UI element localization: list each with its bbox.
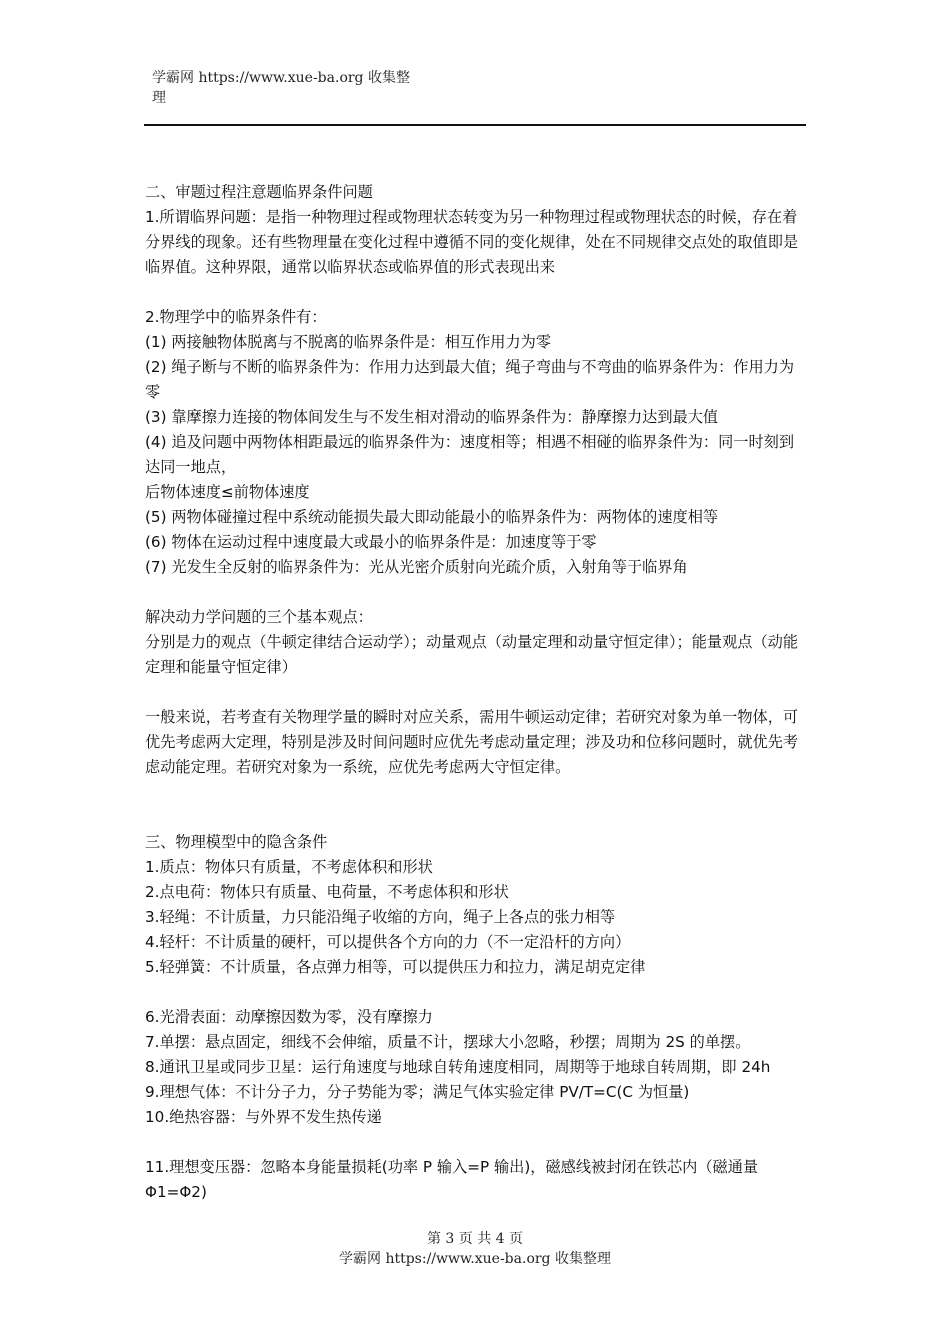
model-item: 8.通讯卫星或同步卫星：运行角速度与地球自转角速度相同，周期等于地球自转周期，即 24h [145, 1058, 771, 1076]
section2-paragraph-1: 1.所谓临界问题：是指一种物理过程或物理状态转变为另一种物理过程或物理状态的时候，存在着分界线的现象。还有些物理量在变化过程中遵循不同的变化规律，处在不同规律交点处的取值即是临界值。这种界限，通常以临界状态或临界值的形式表现出来 [145, 208, 799, 276]
section3-title: 三、物理模型中的隐含条件 [145, 833, 328, 851]
critical-condition-item: (2) 绳子断与不断的临界条件为：作用力达到最大值；绳子弯曲与不弯曲的临界条件为：作用力为零 [145, 358, 795, 401]
critical-condition-item: (5) 两物体碰撞过程中系统动能损失最大即动能最小的临界条件为：两物体的速度相等 [145, 508, 719, 526]
critical-condition-item: (6) 物体在运动过程中速度最大或最小的临界条件是：加速度等于零 [145, 533, 597, 551]
footer-source: 学霸网 https://www.xue-ba.org 收集整理 [339, 1251, 611, 1267]
model-item: 6.光滑表面：动摩擦因数为零，没有摩擦力 [145, 1008, 433, 1026]
page-number: 第 3 页 共 4 页 [426, 1231, 524, 1247]
model-item: 11.理想变压器：忽略本身能量损耗(功率 P 输入=P 输出)，磁感线被封闭在铁芯内（磁通量 Φ1=Φ2) [145, 1158, 759, 1201]
model-item: 7.单摆：悬点固定，细线不会伸缩，质量不计，摆球大小忽略，秒摆；周期为 2S 的单摆。 [145, 1033, 751, 1051]
dynamics-text: 分别是力的观点（牛顿定律结合运动学）；动量观点（动量定理和动量守恒定律）；能量观点（动能定理和能量守恒定律） [145, 633, 799, 676]
model-item: 9.理想气体：不计分子力，分子势能为零；满足气体实验定律 PV/T=C(C 为恒量) [145, 1083, 690, 1101]
page-header: 学霸网 https://www.xue-ba.org 收集整理 [152, 70, 410, 106]
model-item: 3.轻绳：不计质量，力只能沿绳子收缩的方向，绳子上各点的张力相等 [145, 908, 616, 926]
model-item: 1.质点：物体只有质量，不考虑体积和形状 [145, 858, 433, 876]
critical-condition-item: (7) 光发生全反射的临界条件为：光从光密介质射向光疏介质，入射角等于临界角 [145, 558, 688, 576]
critical-condition-item: 后物体速度≤前物体速度 [145, 483, 310, 501]
section2-title: 二、审题过程注意题临界条件问题 [145, 183, 373, 201]
model-item: 5.轻弹簧：不计质量，各点弹力相等，可以提供压力和拉力，满足胡克定律 [145, 958, 646, 976]
model-item: 10.绝热容器：与外界不发生热传递 [145, 1108, 382, 1126]
dynamics-title: 解决动力学问题的三个基本观点： [145, 608, 373, 626]
document-body [145, 180, 807, 1205]
critical-condition-item: (1) 两接触物体脱离与不脱离的临界条件是：相互作用力为零 [145, 333, 552, 351]
critical-condition-item: (4) 追及问题中两物体相距最远的临界条件为：速度相等；相遇不相碰的临界条件为：同一时刻到达同一地点， [145, 433, 795, 476]
model-item: 2.点电荷：物体只有质量、电荷量，不考虑体积和形状 [145, 883, 509, 901]
model-item: 4.轻杆：不计质量的硬杆，可以提供各个方向的力（不一定沿杆的方向） [145, 933, 631, 951]
section2-paragraph-2: 2.物理学中的临界条件有： [145, 308, 327, 326]
general-paragraph: 一般来说，若考查有关物理学量的瞬时对应关系，需用牛顿运动定律；若研究对象为单一物体，可优先考虑两大定理，特别是涉及时间问题时应优先考虑动量定理；涉及功和位移问题时，就优先考虑动能定理。若研究对象为一系统，应优先考虑两大守恒定律。 [145, 708, 799, 776]
critical-condition-item: (3) 靠摩擦力连接的物体间发生与不发生相对滑动的临界条件为：静摩擦力达到最大值 [145, 408, 719, 426]
header-divider [144, 124, 806, 126]
